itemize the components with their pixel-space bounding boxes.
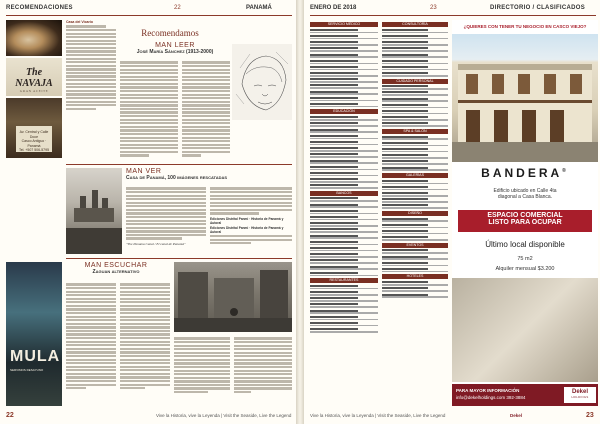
real-estate-ad	[452, 20, 598, 406]
portrait-sketch-drawing	[232, 44, 292, 120]
column-byline: Casa del Vicario	[66, 20, 93, 24]
left-page-header	[6, 3, 292, 16]
dekel-logo-sub: HOLDINGS	[571, 395, 589, 399]
article-2-credit-2: Ediciones Distrital Panmi · Historia de Panamá y Autoral	[210, 225, 284, 234]
article-2-header	[126, 168, 292, 184]
building-illustration	[452, 34, 598, 162]
article-2-kicker: MAN VER	[126, 168, 162, 175]
article-3-body-col3	[174, 336, 230, 404]
article-1-kicker: MAN LEER	[155, 42, 195, 49]
ad-local: Último local disponible	[485, 240, 565, 249]
ad-headline-2: LISTO PARA OCUPAR	[488, 219, 562, 226]
ad-brand-name: BANDERA	[481, 166, 563, 180]
left-page-number: 22	[6, 412, 14, 419]
right-page-footer	[310, 412, 596, 422]
article-1-header	[120, 42, 230, 60]
right-page-header	[310, 3, 596, 16]
ad-brand	[452, 166, 598, 180]
left-page-footer	[6, 412, 292, 422]
article-1-body-col2	[182, 60, 230, 164]
spread-gutter	[296, 0, 304, 424]
ad-headline-1: ESPACIO COMERCIAL	[487, 212, 563, 219]
directory-heading: SPA & SALÓN	[382, 129, 448, 134]
right-page	[304, 0, 600, 424]
directory-heading: BANCOS	[310, 191, 378, 196]
directory-column-2	[382, 20, 448, 300]
article-2-body	[126, 186, 206, 256]
ship-illustration	[66, 168, 122, 254]
intro-column	[66, 20, 116, 120]
left-footer-credit: Vive la Historia, vive la Leyenda | Visit the Seaside, Live the Legend	[156, 413, 292, 418]
navaja-logo: The NAVAJA	[15, 67, 53, 89]
article-2-subhead: Casa de Panamá, 100 imágenes rescatadas	[126, 175, 228, 181]
directory-heading: EDUCACIÓN	[310, 109, 378, 114]
directory-heading: RESTAURANTES	[310, 278, 378, 283]
ad-info-title: PARA MAYOR INFORMACIÓN	[456, 388, 520, 393]
directory-heading: CONSULTORÍA	[382, 22, 448, 27]
recomendamos-title: Recomendamos	[141, 28, 199, 38]
ad-question: ¿QUIERES CON TENER TU NEGOCIO EN CASCO VIEJO?	[463, 24, 587, 29]
directory-heading: GALERÍAS	[382, 173, 448, 178]
ad-info-band	[452, 384, 598, 406]
ad-price: Alquiler mensual $3.200	[495, 266, 555, 272]
right-footer-brand: Dekel	[510, 413, 523, 418]
article-2-quote: "The Panama Canal / El canal de Panamá"	[126, 241, 186, 246]
header-center: PANAMÁ	[246, 5, 272, 11]
ad-info-contact: info@dekelholdings.com 392-3884	[456, 395, 526, 400]
directory-heading: CUIDADO PERSONAL	[382, 79, 448, 84]
ad-location: Edificio ubicado en Calle 4ta diagonal a Casa Blanca.	[493, 188, 557, 200]
dekel-logo	[564, 387, 596, 403]
navaja-sub: GRAN ACEITE	[19, 89, 49, 93]
mula-photo	[6, 262, 62, 406]
header-page-label: 22	[174, 5, 181, 11]
article-3-body-col2	[120, 282, 170, 402]
main-title	[120, 28, 220, 40]
storefront-photo	[6, 98, 62, 158]
floor-plan-photo	[452, 278, 598, 382]
directory-heading: DISEÑO	[382, 211, 448, 216]
ad-headline-band	[458, 210, 592, 232]
header-page-label-right: 23	[430, 5, 437, 11]
article-3-header	[66, 262, 166, 280]
mula-sign: MULA	[10, 348, 61, 365]
article-3-subhead: Zaguan alternativo	[92, 269, 140, 275]
article-3-kicker: MAN ESCUCHAR	[84, 262, 148, 269]
ad-area: 75 m2	[517, 256, 533, 262]
right-page-number: 23	[586, 412, 594, 419]
right-footer-credit: Vive la Historia, vive la Leyenda | Visit the Seaside, Live the Legend	[310, 413, 446, 418]
article-1-subhead: José María Sánchez (1913-2000)	[136, 49, 214, 55]
ad-brand-mark: ®	[562, 168, 569, 174]
section-title: RECOMENDACIONES	[6, 5, 73, 11]
article-2-credit-1: Ediciones Distrital Panmi · Historia de Panamá y Autoral	[210, 216, 284, 225]
canal-ship-photo	[66, 168, 122, 254]
directory-column-1	[310, 20, 378, 334]
storefront-sign: Av. Central y Calle Doce Casco Antiguo · Panamá Tel. +507 506-5795	[16, 126, 52, 152]
divider-2	[66, 258, 292, 259]
portrait-sketch	[232, 44, 292, 120]
divider-1	[66, 164, 292, 165]
street-illustration	[174, 262, 292, 332]
mula-sub: SERVIMOS DESAYUNO	[10, 368, 44, 372]
header-date-right: ENERO DE 2018	[310, 5, 357, 11]
article-3-body	[66, 282, 116, 402]
food-photo	[6, 20, 62, 56]
article-2-body-col2	[210, 186, 292, 256]
article-1-body	[120, 60, 178, 164]
section-title-right: DIRECTORIO / CLASIFICADOS	[490, 5, 586, 11]
navaja-logo-photo	[6, 58, 62, 96]
dekel-logo-name: Dekel	[571, 389, 588, 395]
left-page	[0, 0, 296, 424]
building-photo	[452, 34, 598, 162]
article-3-body-col4	[234, 336, 292, 404]
directory-heading: EVENTOS	[382, 243, 448, 248]
street-photo	[174, 262, 292, 332]
directory-heading: HOTELES	[382, 274, 448, 279]
directory-heading: SERVICIO MÉDICO	[310, 22, 378, 27]
